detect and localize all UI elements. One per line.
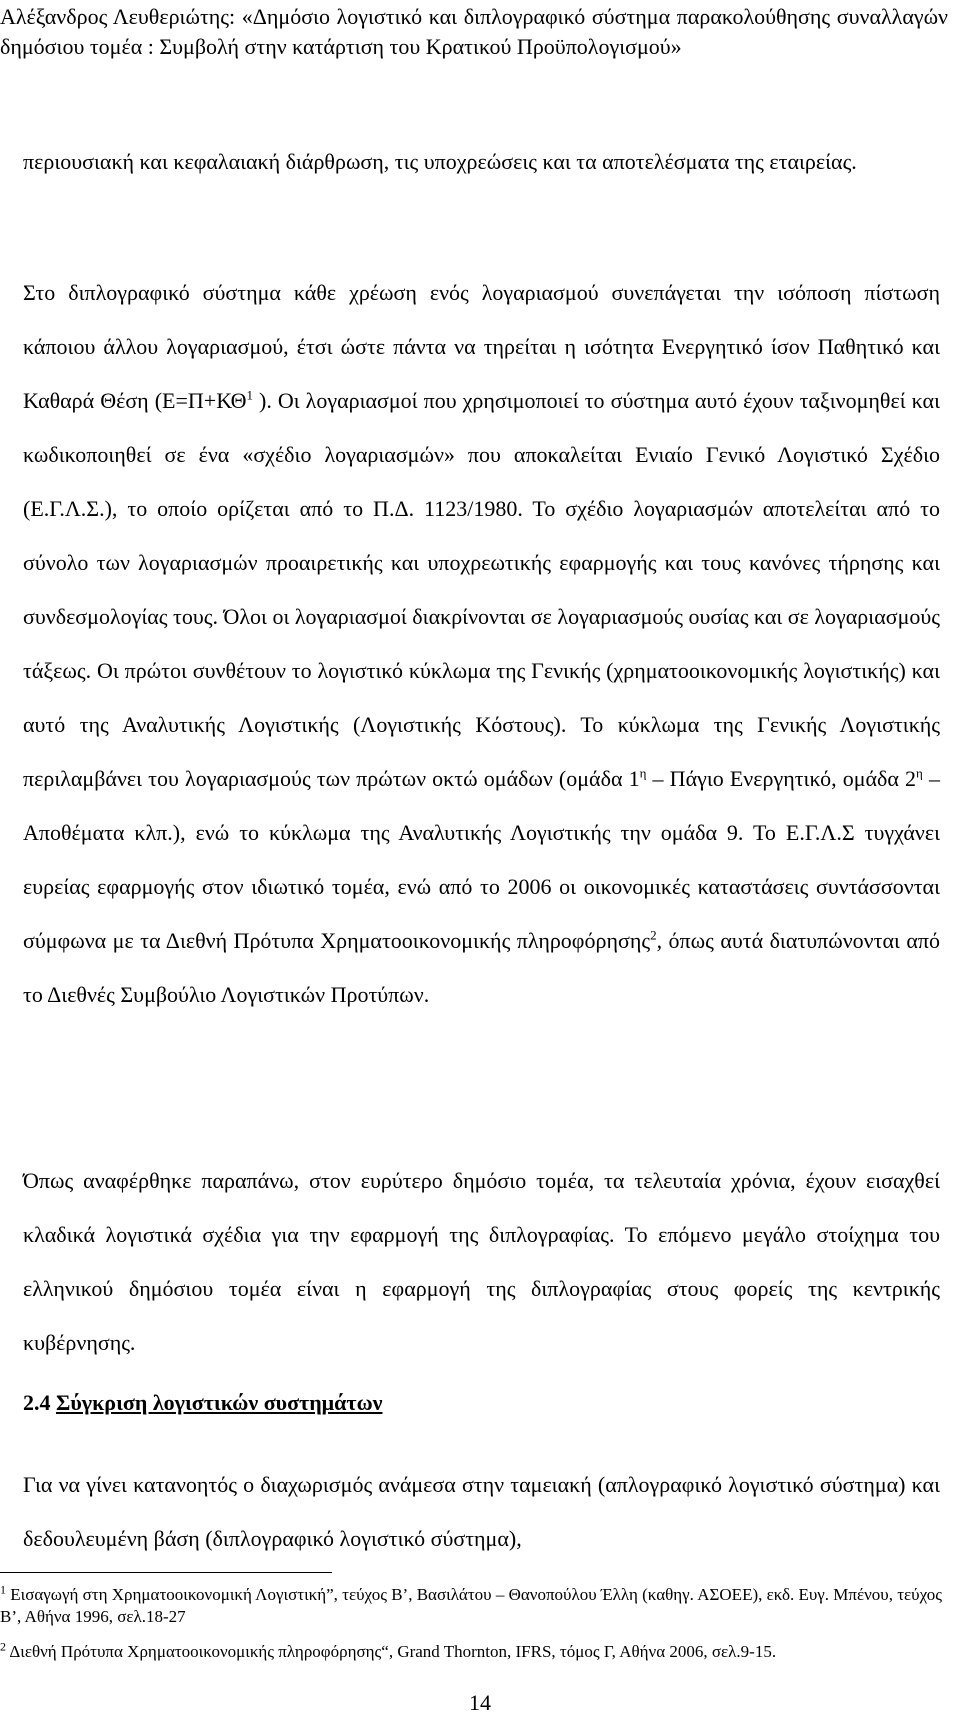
footnote-separator (0, 1572, 332, 1573)
paragraph-2-text-a: Στο διπλογραφικό σύστημα κάθε χρέωση ενός λογαριασμού συνεπάγεται την ισόποση πίστωση κάποιου άλλου λογαριασμού, έτσι ώστε πάντα να τηρείται η ισότητα Ενεργητικό ίσον Παθητικό και Καθαρά Θέση (Ε=Π+ΚΘ (23, 280, 940, 413)
footnote-1-number: 1 (0, 1582, 6, 1597)
paragraph-4-text: Για να γίνει κατανοητός ο διαχωρισμός ανάμεσα στην ταμειακή (απλογραφικό λογιστικό σύστημα) και δεδουλευμένη βάση (διπλογραφικό λογιστικό σύστημα), (23, 1472, 940, 1551)
footnote-ref-2: 2 (650, 927, 657, 943)
paragraph-2-text-e: , όπως αυτά διατυπώνονται από το Διεθνές Συμβούλιο Λογιστικών Προτύπων. (23, 928, 940, 1007)
paragraph-2 (23, 266, 940, 1022)
footnote-1-text: Εισαγωγή στη Χρηματοοικονομική Λογιστική”, τεύχος Β’, Βασιλάτου – Θανοπούλου Έλλη (καθηγ. ΑΣΟΕΕ), εκδ. Ευγ. Μπένου, τεύχος Β’, Αθήνα 1996, σελ.18-27 (0, 1585, 942, 1626)
section-number: 2.4 (23, 1390, 51, 1415)
section-title: Σύγκριση λογιστικών συστημάτων (56, 1390, 383, 1415)
paragraph-2-text-b: ). Οι λογαριασμοί που χρησιμοποιεί το σύστημα αυτό έχουν ταξινομηθεί και κωδικοποιηθεί σε ένα «σχέδιο λογαριασμών» που αποκαλείται Ενιαίο Γενικό Λογιστικό Σχέδιο (Ε.Γ.Λ.Σ.), το οποίο ορίζεται από το Π.Δ. 1123/1980. Το σχέδιο λογαριασμών αποτελείται από το σύνολο των λογαριασμών προαιρετικής και υποχρεωτικής εφαρμογής και τους κανόνες τήρησης και συνδεσμολογίας τους. Όλοι οι λογαριασμοί διακρίνονται σε λογαριασμούς ουσίας και σε λογαριασμούς τάξεως. Οι πρώτοι συνθέτουν το λογιστικό κύκλωμα της Γενικής (χρηματοοικονομικής λογιστικής) και αυτό της Αναλυτικής Λογιστικής (Λογιστικής Κόστους). Το κύκλωμα της Γενικής Λογιστικής περιλαμβάνει του λογαριασμούς των πρώτων οκτώ ομάδων (ομάδα 1 (23, 388, 940, 791)
page-number: 14 (469, 1690, 491, 1715)
footnote-1 (0, 1584, 948, 1628)
paragraph-4 (23, 1458, 940, 1566)
section-heading (23, 1376, 383, 1430)
paragraph-1 (23, 135, 940, 189)
running-header (0, 2, 948, 62)
superscript-eta-1: η (639, 765, 647, 781)
footnote-2-text: Διεθνή Πρότυπα Χρηματοοικονομικής πληροφόρησης“, Grand Thornton, IFRS, τόμος Γ, Αθήνα 2006, σελ.9-15. (9, 1642, 777, 1661)
superscript-eta-2: η (916, 765, 923, 781)
paragraph-2-text-c: – Πάγιο Ενεργητικό, ομάδα 2 (646, 766, 917, 791)
paragraph-2-text-d: – Αποθέματα κλπ.), ενώ το κύκλωμα της Αναλυτικής Λογιστικής την ομάδα 9. Το Ε.Γ.Λ.Σ τυγχάνει ευρείας εφαρμογής στον ιδιωτικό τομέα, ενώ από το 2006 οι οικονομικές καταστάσεις συντάσσονται σύμφωνα με τα Διεθνή Πρότυπα Χρηματοοικονομικής πληροφόρησης (23, 766, 940, 953)
paragraph-3 (23, 1154, 940, 1370)
footnote-2 (0, 1641, 948, 1663)
footnote-ref-1: 1 (246, 387, 253, 403)
running-header-text: Αλέξανδρος Λευθεριώτης: «Δημόσιο λογιστικό και διπλογραφικό σύστημα παρακολούθησης συναλλαγών δημόσιου τομέα : Συμβολή στην κατάρτιση του Κρατικού Προϋπολογισμού» (0, 4, 948, 59)
footnote-2-number: 2 (0, 1639, 6, 1654)
paragraph-3-text: Όπως αναφέρθηκε παραπάνω, στον ευρύτερο δημόσιο τομέα, τα τελευταία χρόνια, έχουν εισαχθεί κλαδικά λογιστικά σχέδια για την εφαρμογή της διπλογραφίας. Το επόμενο μεγάλο στοίχημα του ελληνικού δημόσιου τομέα είναι η εφαρμογή της διπλογραφίας στους φορείς της κεντρικής κυβέρνησης. (23, 1168, 940, 1355)
paragraph-1-text: περιουσιακή και κεφαλαιακή διάρθρωση, τις υποχρεώσεις και τα αποτελέσματα της εταιρείας. (23, 149, 857, 174)
